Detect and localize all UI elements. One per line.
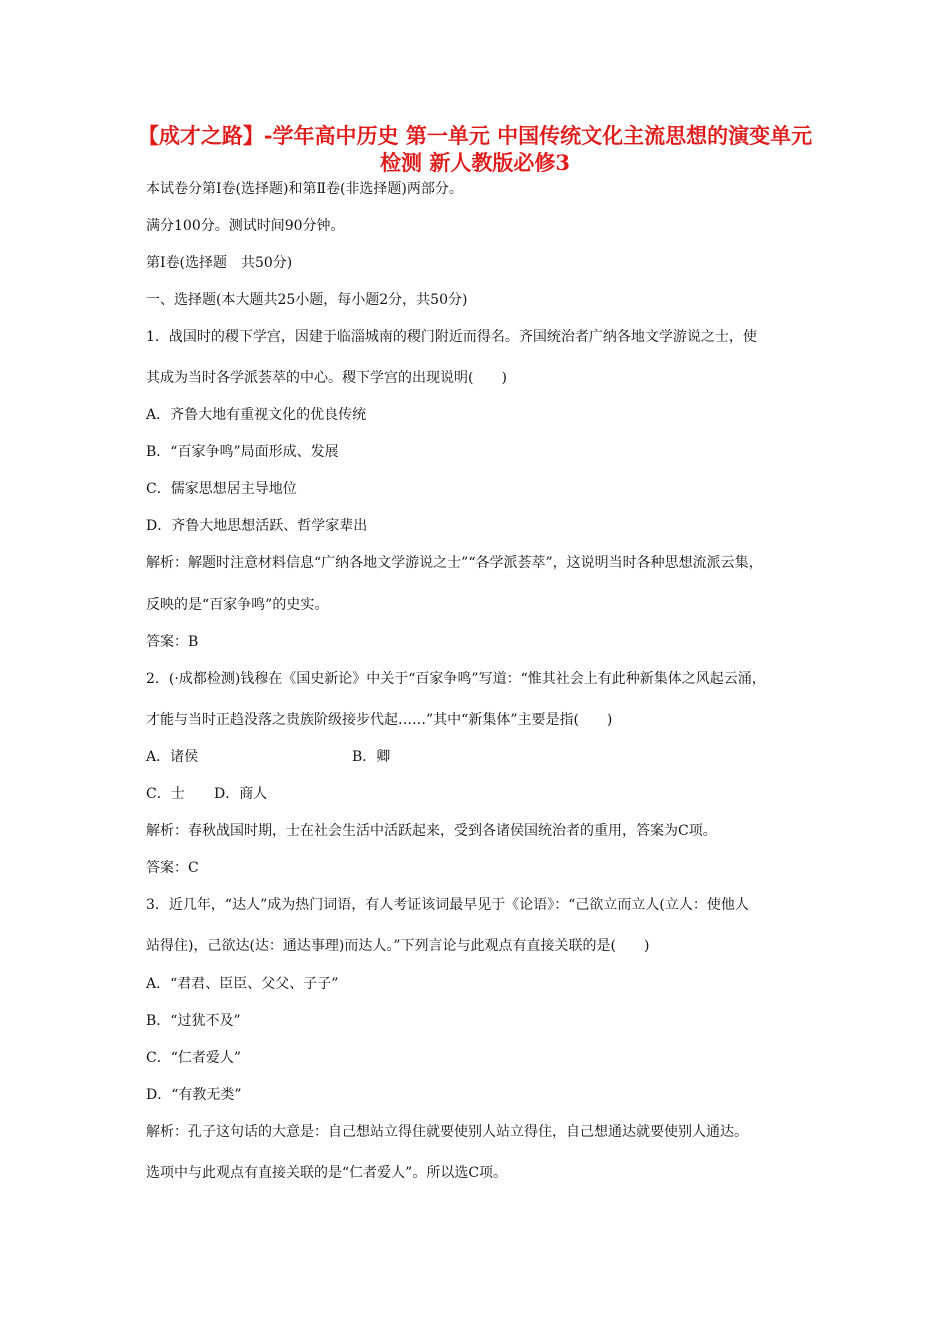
q3-option-b: B．“过犹不及” (146, 1013, 241, 1029)
q2-analysis: 解析：春秋战国时期，士在社会生活中活跃起来，受到各诸侯国统治者的重用，答案为C项。 (146, 823, 717, 839)
q1-option-d: D．齐鲁大地思想活跃、哲学家辈出 (146, 518, 368, 534)
q1-stem-line-2: 其成为当时各学派荟萃的中心。稷下学宫的出现说明( ) (146, 370, 507, 386)
q3-option-d: D．“有教无类” (146, 1087, 242, 1103)
intro-score-time: 满分100分。测试时间90分钟。 (146, 218, 345, 234)
q3-stem-line-2: 站得住)，己欲达(达：通达事理)而达人。”下列言论与此观点有直接关联的是( ) (146, 938, 650, 954)
q1-analysis-line-1: 解析：解题时注意材料信息“广纳各地文学游说之士”“各学派荟萃”，这说明当时各种思想流派云集， (146, 555, 763, 571)
q2-stem-line-1: 2．(·成都检测)钱穆在《国史新论》中关于“百家争鸣”写道：“惟其社会上有此种新集体之风起云涌， (146, 671, 766, 687)
q2-option-d: D．商人 (214, 786, 268, 802)
q1-answer: 答案：B (146, 634, 199, 650)
q2-answer: 答案：C (146, 860, 199, 876)
q3-analysis-line-2: 选项中与此观点有直接关联的是“仁者爱人”。所以选C项。 (146, 1165, 508, 1181)
q3-analysis-line-1: 解析：孔子这句话的大意是：自己想站立得住就要使别人站立得住，自己想通达就要使别人通达。 (146, 1124, 748, 1140)
q2-stem-line-2: 才能与当时正趋没落之贵族阶级接步代起……”其中“新集体”主要是指( ) (146, 712, 613, 728)
part-heading: 第Ⅰ卷(选择题 共50分) (146, 255, 293, 271)
q3-option-a: A．“君君、臣臣、父父、子子” (146, 976, 339, 992)
title-line-2: 检测 新人教版必修3 (380, 150, 570, 175)
q3-option-c: C．“仁者爱人” (146, 1050, 242, 1066)
q1-option-b: B．“百家争鸣”局面形成、发展 (146, 444, 339, 460)
intro-paper-parts: 本试卷分第Ⅰ卷(选择题)和第Ⅱ卷(非选择题)两部分。 (146, 181, 463, 197)
q2-option-a: A．诸侯 (146, 749, 199, 765)
title-line-1: 【成才之路】-学年高中历史 第一单元 中国传统文化主流思想的演变单元 (137, 123, 813, 148)
q3-stem-line-1: 3．近几年，“达人”成为热门词语，有人考证该词最早见于《论语》：“己欲立而立人(立人：使他人 (146, 897, 749, 913)
q2-option-b: B．卿 (352, 749, 391, 765)
q2-option-c: C．士 (146, 786, 185, 802)
q1-analysis-line-2: 反映的是“百家争鸣”的史实。 (146, 597, 329, 613)
q1-stem-line-1: 1．战国时的稷下学宫，因建于临淄城南的稷门附近而得名。齐国统治者广纳各地文学游说之士，使 (146, 329, 757, 345)
section-heading: 一、选择题(本大题共25小题，每小题2分，共50分) (146, 292, 468, 308)
q1-option-c: C．儒家思想居主导地位 (146, 481, 297, 497)
document-title (110, 122, 840, 176)
q1-option-a: A．齐鲁大地有重视文化的优良传统 (146, 407, 367, 423)
